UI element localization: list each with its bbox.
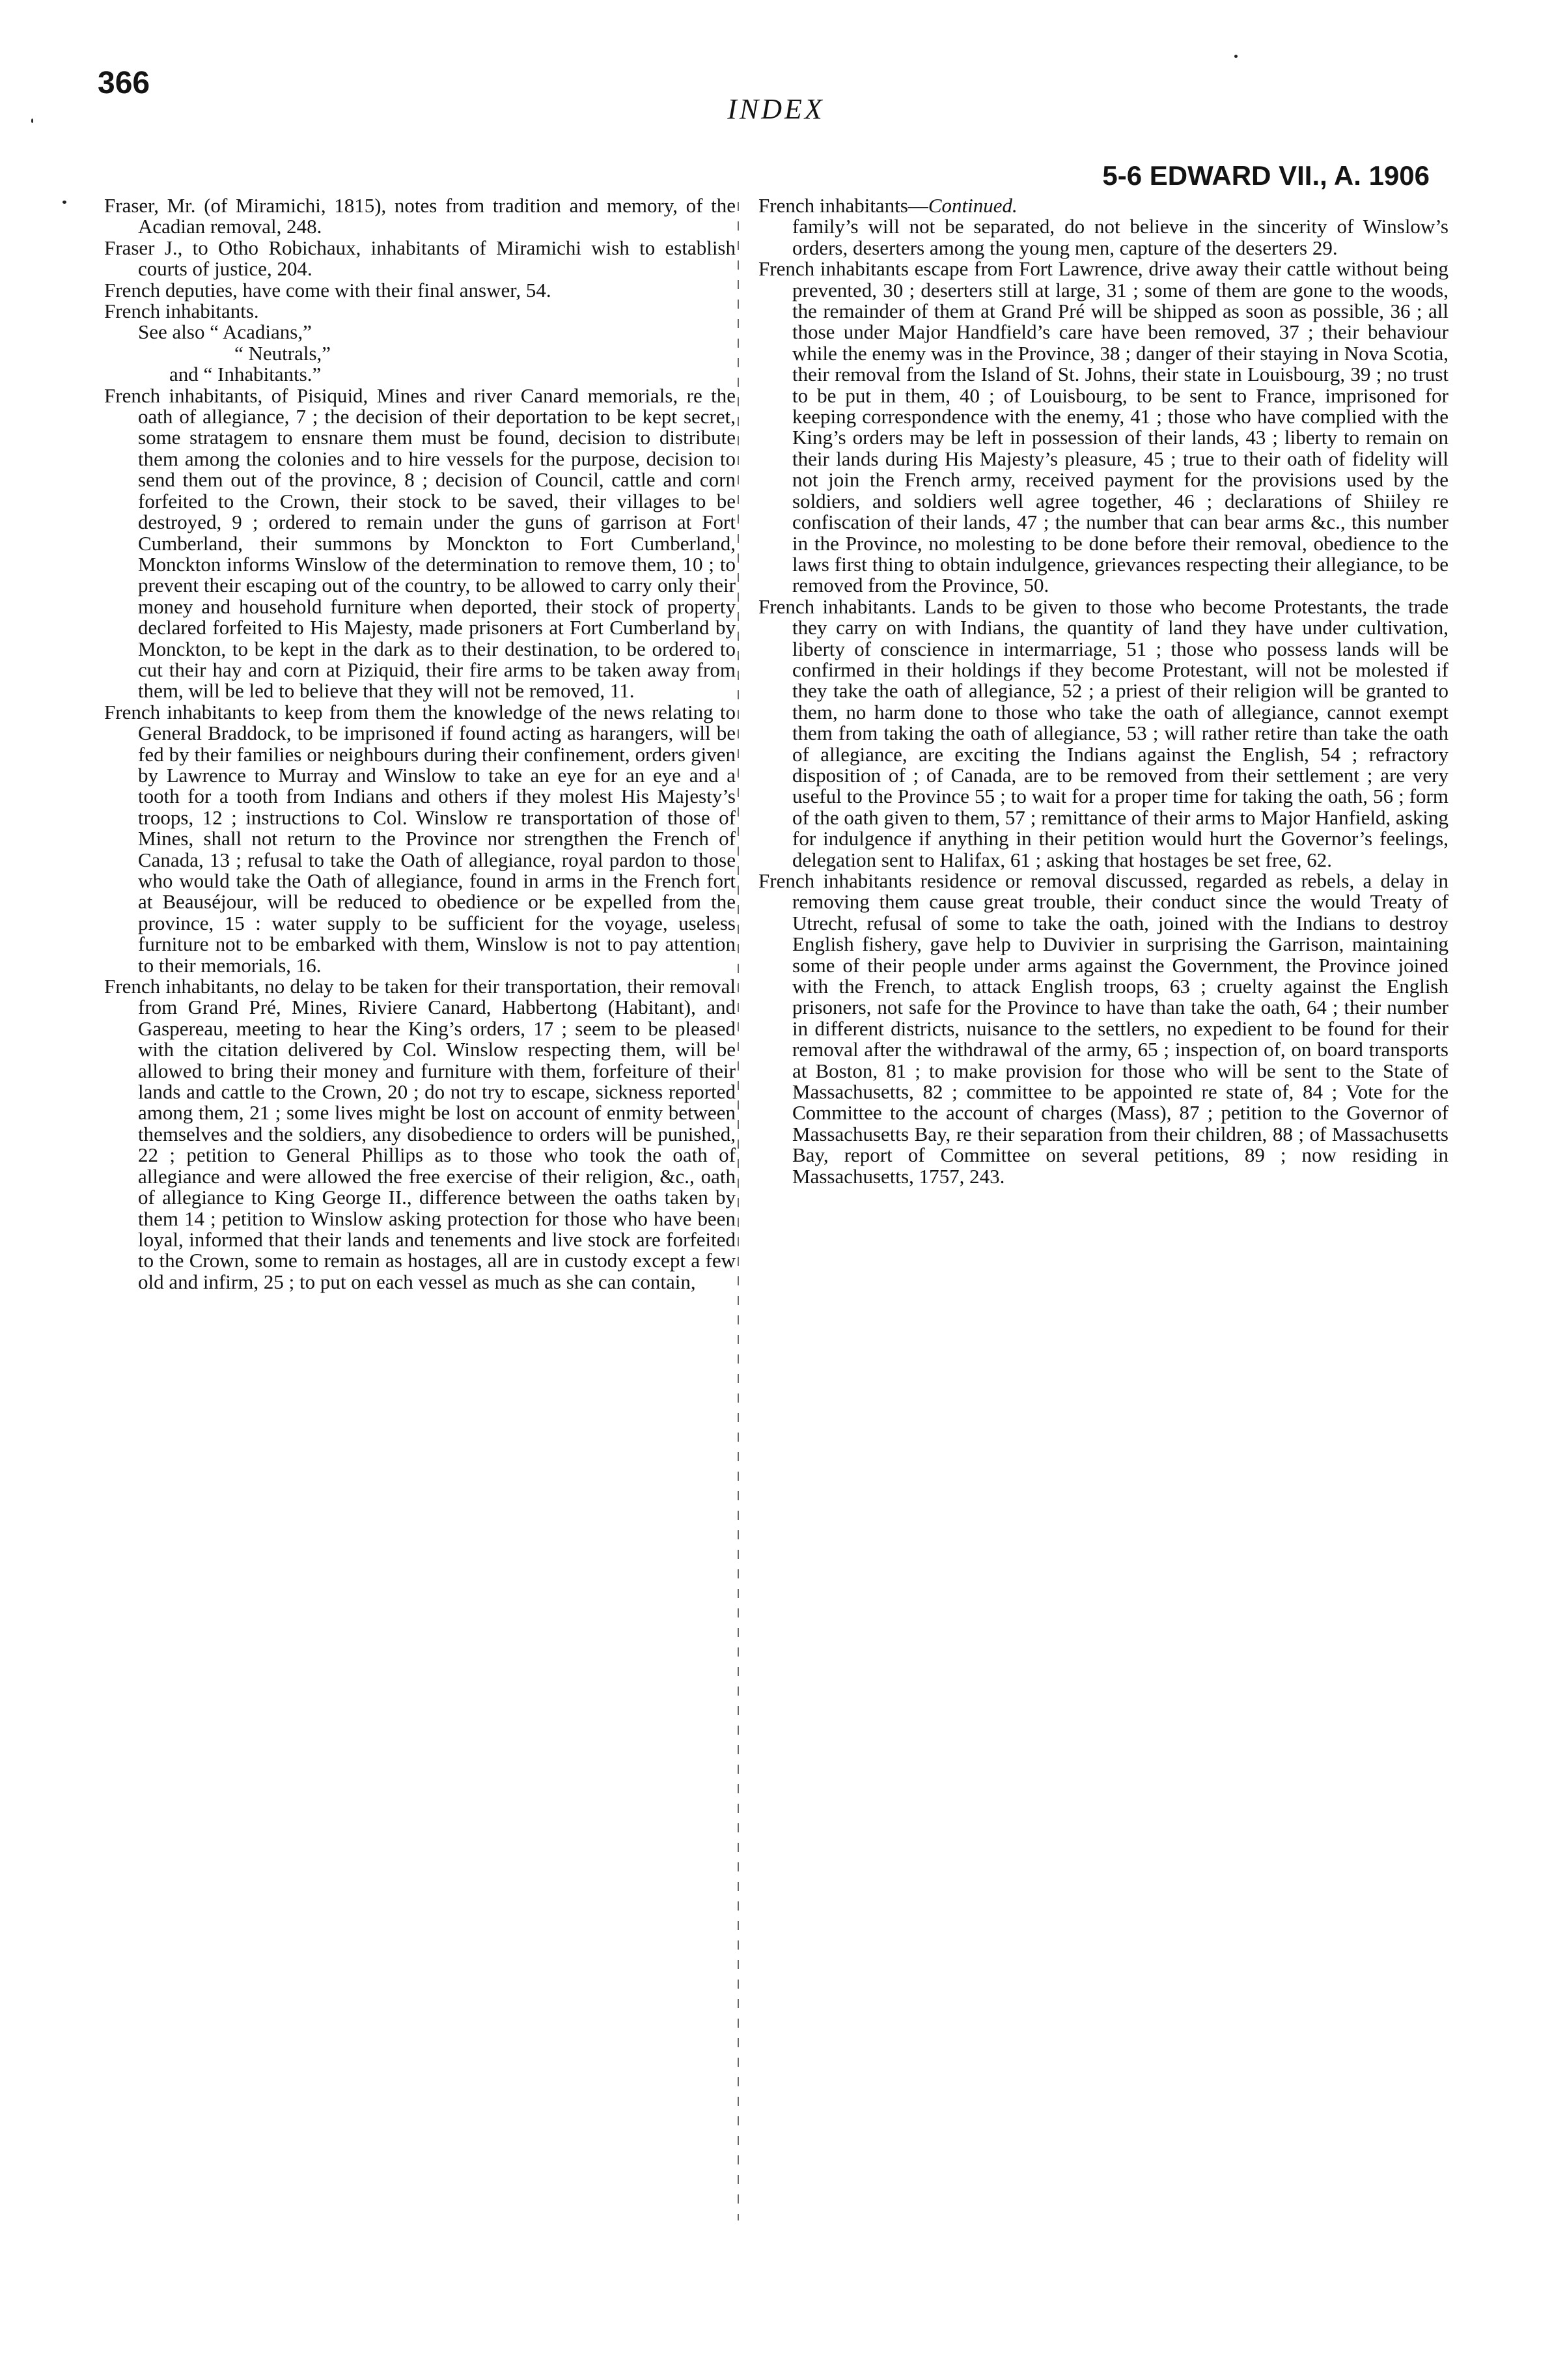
see-also-block (104, 322, 736, 385)
scan-speck (1234, 55, 1238, 58)
entry-heading: French (758, 869, 815, 892)
entry-heading: French (104, 300, 161, 323)
right-column (758, 195, 1448, 1187)
entry-heading: Fraser, Mr. (104, 194, 196, 217)
entry-body: inhabitants residence or removal discussed, regarded as rebels, a delay in removing them cause great trouble, their conduct since the would Treaty of Utrecht, refusal of some to take the oath, joined with the Indians to destroy English fishery, gave help to Duvivier in surprising the Garrison, maintaining some of their people under arms against the Government, the Province joined with the French, to attack English troops, 63 ; cruelty against the English prisoners, not safe for the Province to have than take the oath, 64 ; their number in different districts, nuisance to the settlers, no expedient to be found for their removal after the withdrawal of the army, 65 ; inspection of, on board transports at Boston, 81 ; to make provision for those who will be sent to the State of Massachusetts, 82 ; committee to be appointed re state of, 84 ; Vote for the Committee to the account of charges (Mass), 87 ; petition to the Governor of Massachusetts Bay, re their separation from their children, 88 ; of Massachusetts Bay, report of Committee on several petitions, 89 ; now residing in Massachusetts, 1757, 243. (792, 869, 1448, 1188)
entry-heading: French (104, 384, 161, 407)
index-entry (758, 871, 1448, 1187)
page-title: INDEX (727, 93, 825, 125)
see-also-line: and “ Inhabitants.” (169, 363, 322, 386)
index-entry (104, 195, 736, 238)
index-entry (104, 385, 736, 702)
entry-heading: Fraser J., (104, 236, 183, 259)
entry-heading: French (104, 278, 161, 301)
entry-heading: French inhabitants— (758, 194, 928, 217)
entry-heading: French (758, 257, 815, 281)
index-entry-continued (758, 195, 1448, 259)
see-also-line: “ Neutrals,” (234, 341, 331, 365)
entry-body: (of Miramichi, 1815), notes from tradition and memory, of the Acadian removal, 248. (138, 194, 736, 238)
entry-body: inhabitants to keep from them the knowledge of the news relating to General Braddock, to be imprisoned if found acting as harangers, will be fed by their families or neighbours during their confinement, orders given by Lawrence to Murray and Winslow to take an eye for an eye and a tooth for a tooth from Indians and others if they molest His Majesty’s troops, 12 ; instructions to Col. Winslow re transportation of those of Mines, shall not return to the Province nor strengthen the French of Canada, 13 ; refusal to take the Oath of allegiance, royal pardon to those who would take the Oath of allegiance, found in arms in the French fort at Beauséjour, will be reduced to obedience or be expelled from the province, 15 : water supply to be sufficient for the voyage, useless furniture not to be embarked with them, Winslow is not to pay attention to their memorials, 16. (138, 700, 736, 977)
entry-body: inhabitants. Lands to be given to those who become Protestants, the trade they carry on with Indians, the quantity of land they have under cultivation, liberty of conscience in intermarriage, 51 ; those who possess lands will be confirmed in their holdings if they become Protestant, will not be molested if they take the oath of allegiance, 52 ; a priest of their religion will be granted to them, no harm done to those who take the oath of allegiance, cannot exempt them from taking the oath of allegiance, 53 ; will rather retire than take the oath of allegiance, are exciting the Indians against the English, 54 ; refractory disposition of ; of Canada, are to be removed from their settlement ; are very useful to the Province 55 ; to wait for a proper time for taking the oath, 56 ; form of the oath given to them, 57 ; remittance of their arms to Major Hanfield, asking for indulgence if anything in their petition would hurt the Governor’s feelings, delegation sent to Halifax, 61 ; asking that hostages be set free, 62. (792, 595, 1448, 871)
index-entry (758, 259, 1448, 596)
entry-heading: French (104, 700, 161, 723)
left-column (104, 195, 736, 1293)
continued-label: Continued. (928, 194, 1018, 217)
column-divider (738, 202, 739, 2220)
entry-body: deputies, have come with their final answer, 54. (165, 278, 551, 301)
entry-body: to Otho Robichaux, inhabitants of Miramichi wish to establish courts of justice, 204. (138, 236, 736, 281)
index-entry (758, 596, 1448, 871)
index-entry (104, 280, 736, 301)
index-entry (104, 976, 736, 1293)
scan-speck (62, 201, 66, 204)
index-entry (104, 238, 736, 280)
edition-heading: 5-6 EDWARD VII., A. 1906 (1102, 160, 1430, 191)
entry-body: inhabitants, of Pisiquid, Mines and river Canard memorials, re the oath of allegiance, 7 ; the decision of their deportation to be kept secret, some stratagem to ensnare them must be found, decision to distribute them among the colonies and to hire vessels for the purpose, decision to send them out of the province, 8 ; decision of Council, cattle and corn forfeited to the Crown, their stock to be saved, their villages to be destroyed, 9 ; ordered to remain under the guns of garrison at Fort Cumberland, their summons by Monckton to Fort Cumberland, Monckton informs Winslow of the determination to remove them, 10 ; to prevent their escaping out of the country, to be allowed to carry only their money and household furniture when deported, their stock of property declared forfeited to His Majesty, made prisoners at Fort Cumberland by Monckton, to be kept in the dark as to their destination, to be ordered to cut their hay and corn at Piziquid, their fire arms to be taken away from them, will be led to believe that they will not be removed, 11. (138, 384, 736, 703)
entry-body: inhabitants escape from Fort Lawrence, drive away their cattle without being prevented, 30 ; deserters still at large, 31 ; some of them are gone to the woods, the remainder of them at Grand Pré will be shipped as soon as possible, 36 ; all those under Major Handfield’s care have been removed, 37 ; their behaviour while the enemy was in the Province, 38 ; danger of their staying in Nova Scotia, their removal from the Island of St. Johns, their state in Louisbourg, 39 ; no trust to be put in them, 40 ; of Louisbourg, to be sent to France, imprisoned for keeping correspondence with the enemy, 41 ; those who have complied with the King’s orders may be left in possession of their lands, 43 ; liberty to remain on their lands during His Majesty’s pleasure, 45 ; true to their oath of fidelity will not join the French army, received payment for the provisions used by the soldiers, and soldiers well agree together, 46 ; declarations of Shiiley re confiscation of their lands, 47 ; the number that can bear arms &c., this number in the Province, no molesting to be done before their removal, obedience to the laws first thing to obtain indulgence, grievances respecting their allegiance, to be removed from the Province, 50. (792, 257, 1448, 597)
entry-body: inhabitants. (165, 300, 259, 323)
page-number: 366 (98, 66, 150, 100)
entry-body: inhabitants, no delay to be taken for their transportation, their removal from Grand Pré, Mines, Riviere Canard, Habbertong (Habitant), and Gaspereau, meeting to hear the King’s orders, 17 ; seem to be pleased with the citation delivered by Col. Winslow respecting them, will be allowed to bring their money and furniture with them, forfeiture of their lands and cattle to the Crown, 20 ; do not try to escape, sickness reported among them, 21 ; some lives might be lost on account of enmity between themselves and the soldiers, any disobedience to orders will be punished, 22 ; petition to General Phillips as to those who took the oath of allegiance and were allowed the free exercise of their religion, &c., oath of allegiance to King George II., difference between the oaths taken by them 14 ; petition to Winslow asking protection for those who have been loyal, informed that their lands and tenements and live stock are forfeited to the Crown, some to remain as hostages, all are in custody except a few old and infirm, 25 ; to put on each vessel as much as she can contain, (138, 975, 736, 1293)
entry-body: family’s will not be separated, do not believe in the sincerity of Winslow’s orders, deserters among the young men, capture of the deserters 29. (792, 215, 1448, 259)
entry-heading: French (758, 595, 815, 618)
index-entry (104, 702, 736, 976)
index-entry (104, 301, 736, 322)
scan-speck (31, 119, 33, 123)
see-also-line: See also “ Acadians,” (138, 320, 312, 344)
entry-heading: French (104, 975, 161, 998)
